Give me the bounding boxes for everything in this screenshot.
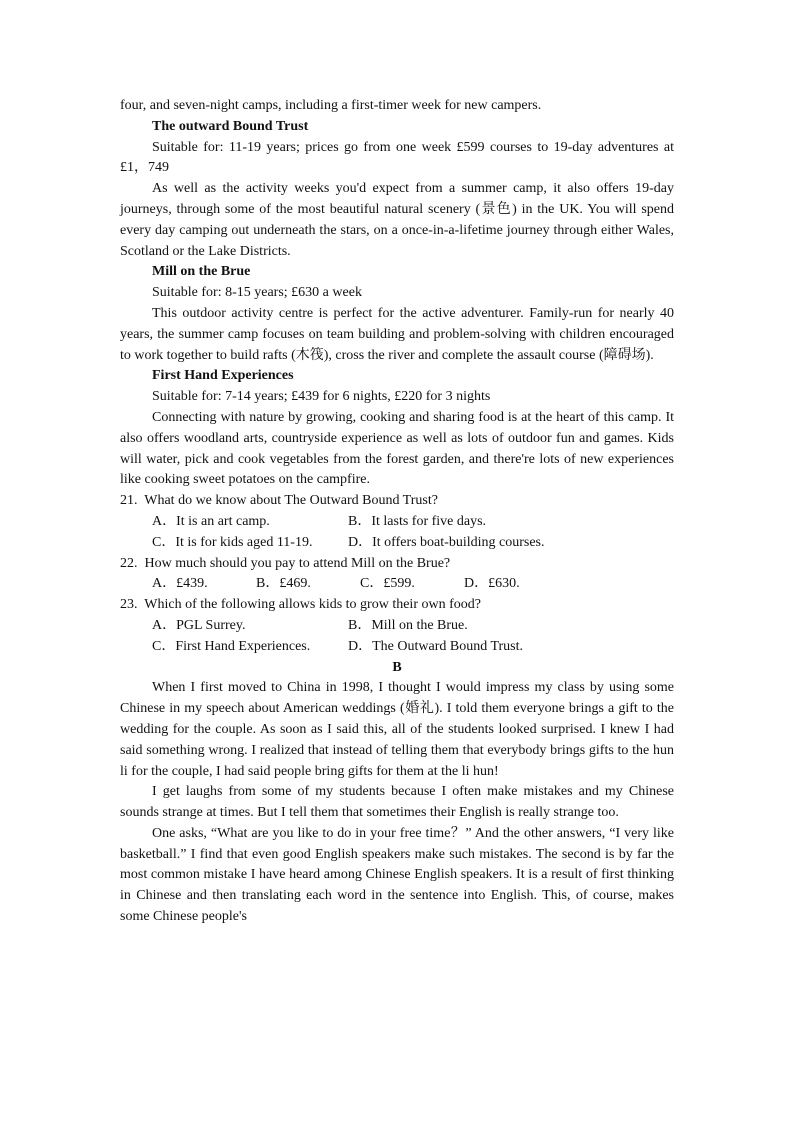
camp-name-outward-bound: The outward Bound Trust [152, 118, 309, 134]
question-23-options-row-2 [120, 637, 674, 658]
question-22-stem: 22. How much should you pay to attend Mill on the Brue? [120, 555, 451, 571]
exam-page [120, 96, 674, 928]
question-21-options-row-2 [120, 533, 674, 554]
camp-description-mill-on-the-brue: This outdoor activity centre is perfect for the active adventurer. Family-run for nearly 40 years, the summer camp focuses on team building and problem-solving with children encouraged to work together to build rafts (木筏), cross the river and complete the assault course (障碍场). [120, 305, 674, 363]
passage-b-paragraph-2: I get laughs from some of my students because I often make mistakes and my Chinese sounds strange at times. But I tell them that sometimes their English is really strange too. [120, 784, 674, 821]
question-22-option-d[interactable]: D．£630. [464, 576, 520, 592]
question-23-options-row-1 [120, 616, 674, 637]
question-23-option-c[interactable]: C．First Hand Experiences. [152, 638, 311, 654]
question-22-option-c[interactable]: C．£599. [360, 576, 415, 592]
question-21-option-c[interactable]: C．It is for kids aged 11-19. [152, 534, 313, 550]
question-21-stem: 21. What do we know about The Outward Bound Trust? [120, 493, 438, 509]
question-21-option-b[interactable]: B．It lasts for five days. [348, 513, 487, 529]
passage-a-intro-tail: four, and seven-night camps, including a first-timer week for new campers. [120, 98, 542, 113]
camp-suitable-outward-bound: Suitable for: 11-19 years; prices go from one week £599 courses to 19-day adventures at £1，749 [120, 139, 674, 176]
question-22-option-b[interactable]: B．£469. [256, 576, 311, 592]
passage-b-paragraph-3: One asks, “What are you like to do in your free time？” And the other answers, “I very like basketball.” I find that even good English speakers make such mistakes. The second is by far the most common mistake I have heard among Chinese English speakers. It is a result of first thinking in Chinese and then translating each word in the sentence into English. This, of course, makes some Chinese people's [120, 825, 674, 925]
camp-name-mill-on-the-brue: Mill on the Brue [152, 264, 251, 280]
passage-b-heading: B [392, 659, 402, 675]
question-23-stem: 23. Which of the following allows kids to grow their own food? [120, 597, 481, 613]
question-21-option-a[interactable]: A．It is an art camp. [152, 513, 270, 529]
question-23-option-a[interactable]: A．PGL Surrey. [152, 617, 246, 633]
camp-suitable-first-hand: Suitable for: 7-14 years; £439 for 6 nights, £220 for 3 nights [152, 389, 491, 405]
question-22-options [120, 574, 674, 595]
camp-name-first-hand: First Hand Experiences [152, 368, 294, 384]
question-23-option-b[interactable]: B．Mill on the Brue. [348, 617, 468, 633]
question-22-option-a[interactable]: A．£439. [152, 576, 208, 592]
question-21-options-row-1 [120, 512, 674, 533]
question-23-option-d[interactable]: D．The Outward Bound Trust. [348, 638, 524, 654]
camp-description-first-hand: Connecting with nature by growing, cooking and sharing food is at the heart of this camp. It also offers woodland arts, countryside experience as well as lots of outdoor fun and games. Kids will water, pick and cook vegetables from the forest garden, and there're lots of new experiences like cooking sweet potatoes on the campfire. [120, 409, 674, 488]
passage-b-paragraph-1: When I first moved to China in 1998, I thought I would impress my class by using some Chinese in my speech about American weddings (婚礼). I told them everyone brings a gift to the wedding for the couple. As soon as I said this, all of the students looked surprised. I knew I had said something wrong. I realized that instead of telling them that everybody brings gifts to the hun li for the couple, I had said people bring gifts for them at the li hun! [120, 680, 674, 779]
camp-description-outward-bound: As well as the activity weeks you'd expect from a summer camp, it also offers 19-day journeys, through some of the most beautiful natural scenery (景色) in the UK. You will spend every day camping out underneath the stars, on a once-in-a-lifetime journey through either Wales, Scotland or the Lake Districts. [120, 181, 674, 259]
question-21-option-d[interactable]: D．It offers boat-building courses. [348, 534, 545, 550]
camp-suitable-mill-on-the-brue: Suitable for: 8-15 years; £630 a week [152, 285, 362, 301]
